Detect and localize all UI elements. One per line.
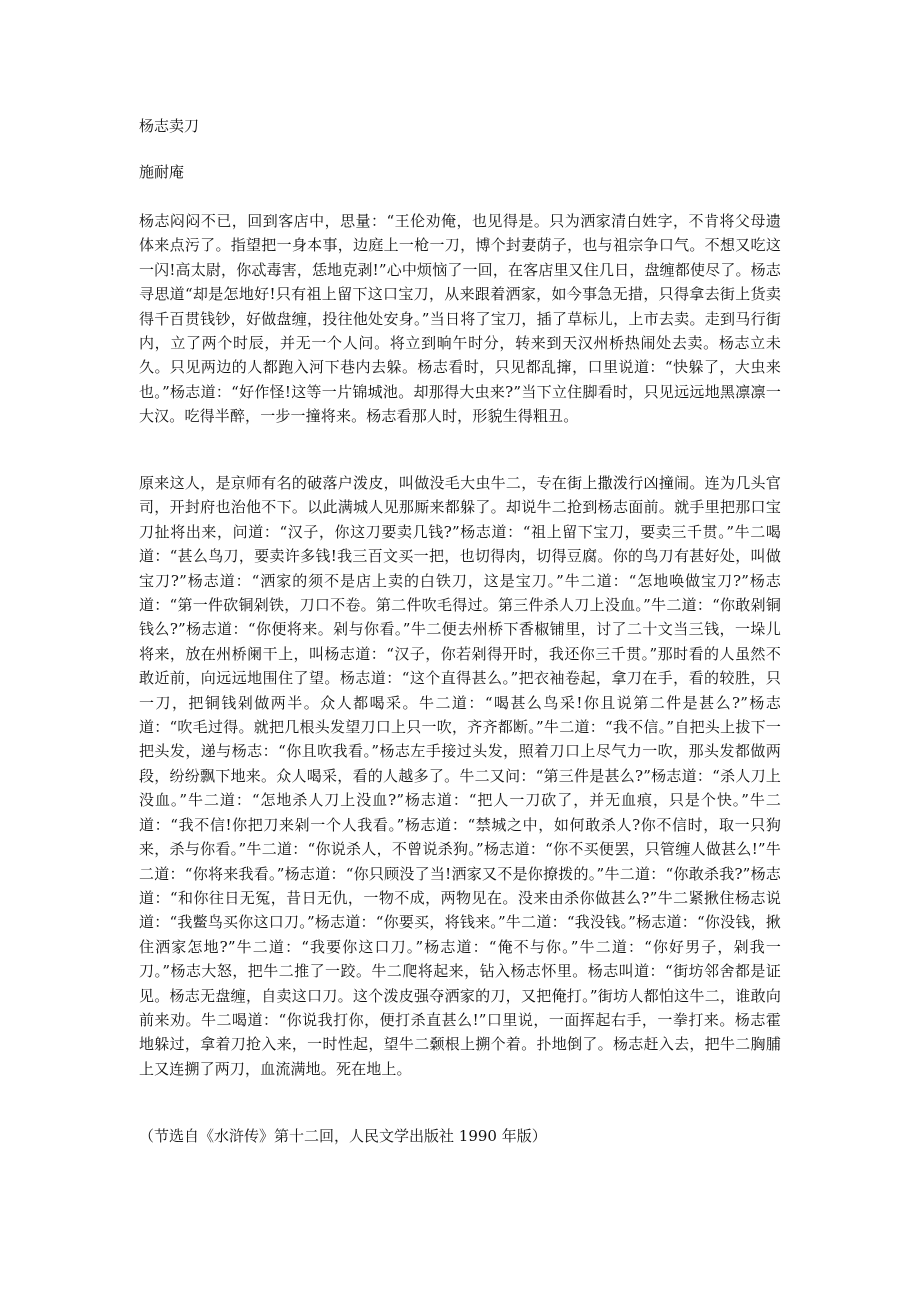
paragraph-2: 原来这人，是京师有名的破落户泼皮，叫做没毛大虫牛二，专在街上撒泼行凶撞闹。连为几头官司，开封府也治他不下。以此满城人见那厮来都躲了。却说牛二抢到杨志面前。就手里把那口宝刀扯将出来，问道：“汉子，你这刀要卖几钱?”杨志道：“祖上留下宝刀，要卖三千贯。”牛二喝道：“甚么鸟刀，要卖许多钱!我三百文买一把，也切得肉，切得豆腐。你的鸟刀有甚好处，叫做宝刀?”杨志道：“洒家的须不是店上卖的白铁刀，这是宝刀。”牛二道：“怎地唤做宝刀?”杨志道：“第一件砍铜剁铁，刀口不卷。第二件吹毛得过。第三件杀人刀上没血。”牛二道：“你敢剁铜钱么?”杨志道：“你便将来。剁与你看。”牛二便去州桥下香椒铺里，讨了二十文当三钱，一垛儿将来，放在州桥阑干上，叫杨志道：“汉子，你若剁得开时，我还你三千贯。”那时看的人虽然不敢近前，向远远地围住了望。杨志道：“这个直得甚么。”把衣袖卷起，拿刀在手，看的较胜，只一刀，把铜钱剁做两半。众人都喝采。牛二道：“喝甚么鸟采!你且说第二件是甚么?”杨志道：“吹毛过得。就把几根头发望刀口上只一吹，齐齐都断。”牛二道：“我不信。”自把头上拔下一把头发，递与杨志：“你且吹我看。”杨志左手接过头发，照着刀口上尽气力一吹，那头发都做两段，纷纷飘下地来。众人喝采，看的人越多了。牛二又问：“第三件是甚么?”杨志道：“杀人刀上没血。”牛二道：“怎地杀人刀上没血?”杨志道：“把人一刀砍了，并无血痕，只是个快。”牛二道：“我不信!你把刀来剁一个人我看。”杨志道：“禁城之中，如何敢杀人?你不信时，取一只狗来，杀与你看。”牛二道：“你说杀人，不曾说杀狗。”杨志道：“你不买便罢，只管缠人做甚么!”牛二道：“你将来我看。”杨志道：“你只顾没了当!洒家又不是你撩拨的。”牛二道：“你敢杀我?”杨志道：“和你往日无冤，昔日无仇，一物不成，两物见在。没来由杀你做甚么?”牛二紧揪住杨志说道：“我鳖鸟买你这口刀。”杨志道：“你要买，将钱来。”牛二道：“我没钱。”杨志道：“你没钱，揪住洒家怎地?”牛二道：“我要你这口刀。”杨志道：“俺不与你。”牛二道：“你好男子，剁我一刀。”杨志大怒，把牛二推了一跤。牛二爬将起来，钻入杨志怀里。杨志叫道：“街坊邻舍都是证见。杨志无盘缠，自卖这口刀。这个泼皮强夺洒家的刀，又把俺打。”街坊人都怕这牛二，谁敢向前来劝。牛二喝道：“你说我打你，便打杀直甚么!”口里说，一面挥起右手，一拳打来。杨志霍地躲过，拿着刀抢入来，一时性起，望牛二颡根上搠个着。扑地倒了。杨志赶入去，把牛二胸脯上又连搠了两刀，血流满地。死在地上。 [139,474,781,1078]
source-note: （节选自《水浒传》第十二回，人民文学出版社 1990 年版） [139,1127,547,1145]
document-title: 杨志卖刀 [139,117,200,135]
paragraph-1: 杨志闷闷不已，回到客店中，思量：“王伦劝俺，也见得是。只为洒家清白姓字，不肯将父母遗体来点污了。指望把一身本事，边庭上一枪一刀，博个封妻荫子，也与祖宗争口气。不想又吃这一闪!高太尉，你忒毒害，恁地克剥!”心中烦恼了一回，在客店里又住几日，盘缠都使尽了。杨志寻思道“却是怎地好!只有祖上留下这口宝刀，从来跟着洒家，如今事急无措，只得拿去街上货卖得千百贯钱钞，好做盘缠，投往他处安身。”当日将了宝刀，插了草标儿，上市去卖。走到马行街内，立了两个时辰，并无一个人问。将立到晌午时分，转来到天汉州桥热闹处去卖。杨志立未久。只见两边的人都跑入河下巷内去躲。杨志看时，只见都乱撺，口里说道：“快躲了，大虫来也。”杨志道：“好作怪!这等一片锦城池。却那得大虫来?”当下立住脚看时，只见远远地黑凛凛一大汉。吃得半醉，一步一撞将来。杨志看那人时，形貌生得粗丑。 [139,212,781,426]
document-author: 施耐庵 [139,163,185,181]
